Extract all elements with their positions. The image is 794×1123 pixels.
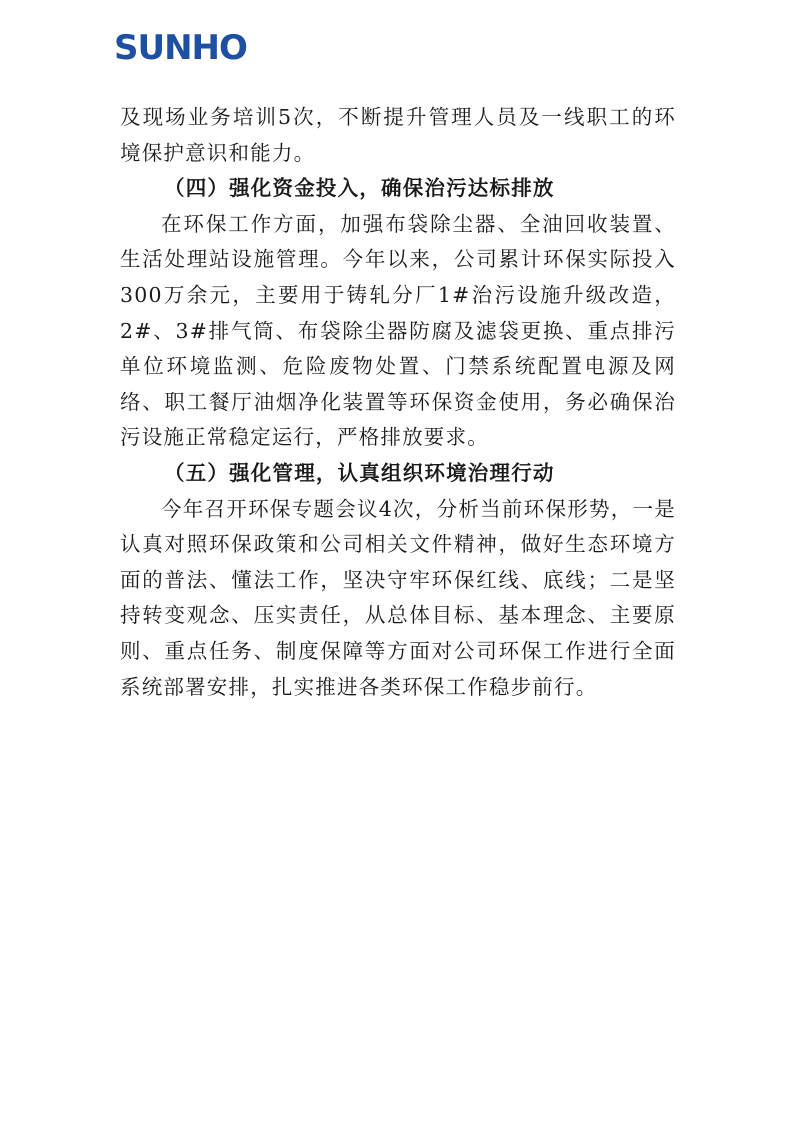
section-heading-4: （四）强化资金投入，确保治污达标排放 (164, 176, 555, 201)
paragraph-training: 及现场业务培训5次，不断提升管理人员及一线职工的环境保护意识和能力。 (120, 105, 676, 165)
company-logo: SUNHO (114, 28, 247, 68)
paragraph-management: 今年召开环保专题会议4次，分析当前环保形势，一是认真对照环保政策和公司相关文件精神，做好生态环境方面的普法、懂法工作，坚决守牢环保红线、底线；二是坚持转变观念、压实责任，从总体目标、基本理念、主要原则、重点任务、制度保障等方面对公司环保工作进行全面系统部署安排，扎实推进各类环保工作稳步前行。 (120, 496, 676, 699)
document-body (120, 100, 676, 705)
paragraph-investment: 在环保工作方面，加强布袋除尘器、全油回收装置、生活处理站设施管理。今年以来，公司累计环保实际投入300万余元，主要用于铸轧分厂1#治污设施升级改造，2#、3#排气筒、布袋除尘器防腐及滤袋更换、重点排污单位环境监测、危险废物处置、门禁系统配置电源及网络、职工餐厅油烟净化装置等环保资金使用，务必确保治污设施正常稳定运行，严格排放要求。 (120, 211, 676, 450)
section-heading-5: （五）强化管理，认真组织环境治理行动 (164, 460, 555, 485)
